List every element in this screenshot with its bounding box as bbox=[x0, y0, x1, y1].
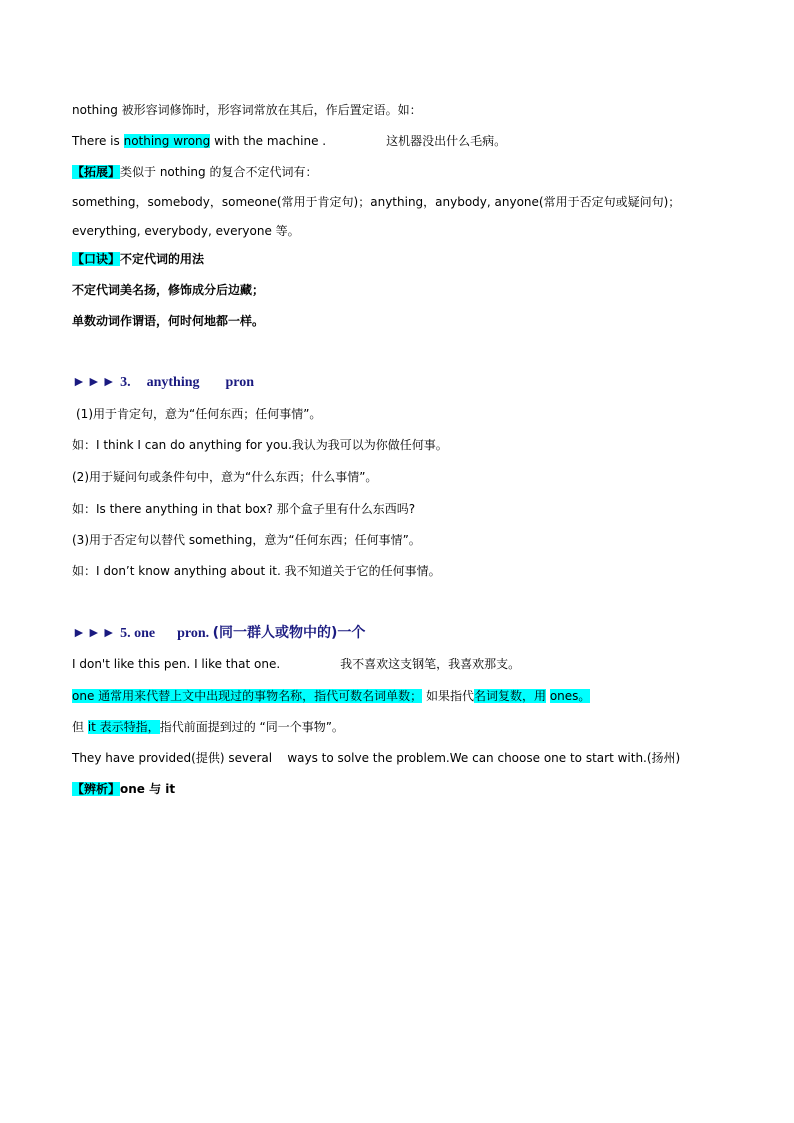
analysis-tag: 【辨析】 bbox=[72, 782, 121, 796]
extension-text: 类似于 nothing 的复合不定代词有： bbox=[120, 165, 318, 179]
section-number: 5. one bbox=[120, 626, 156, 641]
mnemonic-verse: 单数动词作谓语，何时何地都一样。 bbox=[72, 314, 265, 328]
text-line: 如：I think I can do anything for you.我认为我可以为你做任何事。 bbox=[72, 438, 448, 452]
example-line bbox=[72, 133, 506, 149]
highlighted-phrase: 名词复数，用 bbox=[473, 689, 546, 703]
text-line: 如：I don’t know anything about it. 我不知道关于它的任何事情。 bbox=[72, 564, 441, 578]
highlighted-phrase: ones。 bbox=[549, 689, 591, 703]
mnemonic-title: 不定代词的用法 bbox=[120, 252, 205, 266]
section-heading-one bbox=[72, 625, 365, 642]
example-en-post: with the machine . bbox=[210, 134, 327, 148]
text-fragment: 如果指代 bbox=[422, 689, 474, 703]
text-line: 如：Is there anything in that box? 那个盒子里有什么东西吗? bbox=[72, 502, 416, 516]
text-line: something，somebody，someone(常用于肯定句)；anything，anybody, anyone(常用于否定句或疑问句)； bbox=[72, 195, 681, 209]
text-line: (2)用于疑问句或条件句中，意为“什么东西；什么事情”。 bbox=[72, 470, 378, 484]
text-fragment: 但 bbox=[72, 720, 88, 734]
section-pos: pron. bbox=[177, 626, 210, 641]
example-cn: 这机器没出什么毛病。 bbox=[386, 134, 507, 148]
analysis-title: one 与 it bbox=[120, 782, 176, 796]
text-line: (3)用于否定句以替代 something，意为“任何东西；任何事情”。 bbox=[72, 533, 421, 547]
mnemonic-tag: 【口诀】 bbox=[72, 252, 121, 266]
highlight-line bbox=[72, 688, 590, 704]
text-fragment: 指代前面提到过的 “同一个事物”。 bbox=[159, 720, 344, 734]
extension-line bbox=[72, 164, 317, 180]
example-line bbox=[72, 656, 520, 672]
example-en-pre: There is bbox=[72, 134, 124, 148]
text-line: nothing 被形容词修饰时，形容词常放在其后，作后置定语。如： bbox=[72, 103, 422, 117]
extension-tag: 【拓展】 bbox=[72, 165, 121, 179]
text-line: everything, everybody, everyone 等。 bbox=[72, 224, 300, 238]
mnemonic-verse: 不定代词美名扬，修饰成分后边藏； bbox=[72, 283, 265, 297]
text-line: They have provided(提供) several ways to solve the problem.We can choose one to start with.(扬州) bbox=[72, 751, 681, 765]
section-heading-anything bbox=[72, 375, 254, 391]
arrow-icon: ►►► bbox=[72, 375, 117, 390]
mnemonic-line bbox=[72, 251, 204, 267]
highlight-line bbox=[72, 719, 344, 735]
highlighted-phrase: one 通常用来代替上文中出现过的事物名称，指代可数名词单数； bbox=[72, 689, 423, 703]
text-line: (1)用于肯定句，意为“任何东西；任何事情”。 bbox=[76, 407, 322, 421]
section-meaning: (同一群人或物中的)一个 bbox=[212, 625, 366, 641]
analysis-line bbox=[72, 781, 175, 797]
example-en: I don't like this pen. I like that one. bbox=[72, 657, 281, 671]
section-pos: pron bbox=[225, 375, 255, 390]
highlighted-phrase: it 表示特指， bbox=[87, 720, 160, 734]
example-cn: 我不喜欢这支钢笔，我喜欢那支。 bbox=[340, 657, 521, 671]
section-number: 3. bbox=[120, 375, 131, 390]
section-word: anything bbox=[146, 375, 200, 390]
arrow-icon: ►►► bbox=[72, 626, 117, 641]
highlighted-phrase: nothing wrong bbox=[123, 134, 211, 148]
